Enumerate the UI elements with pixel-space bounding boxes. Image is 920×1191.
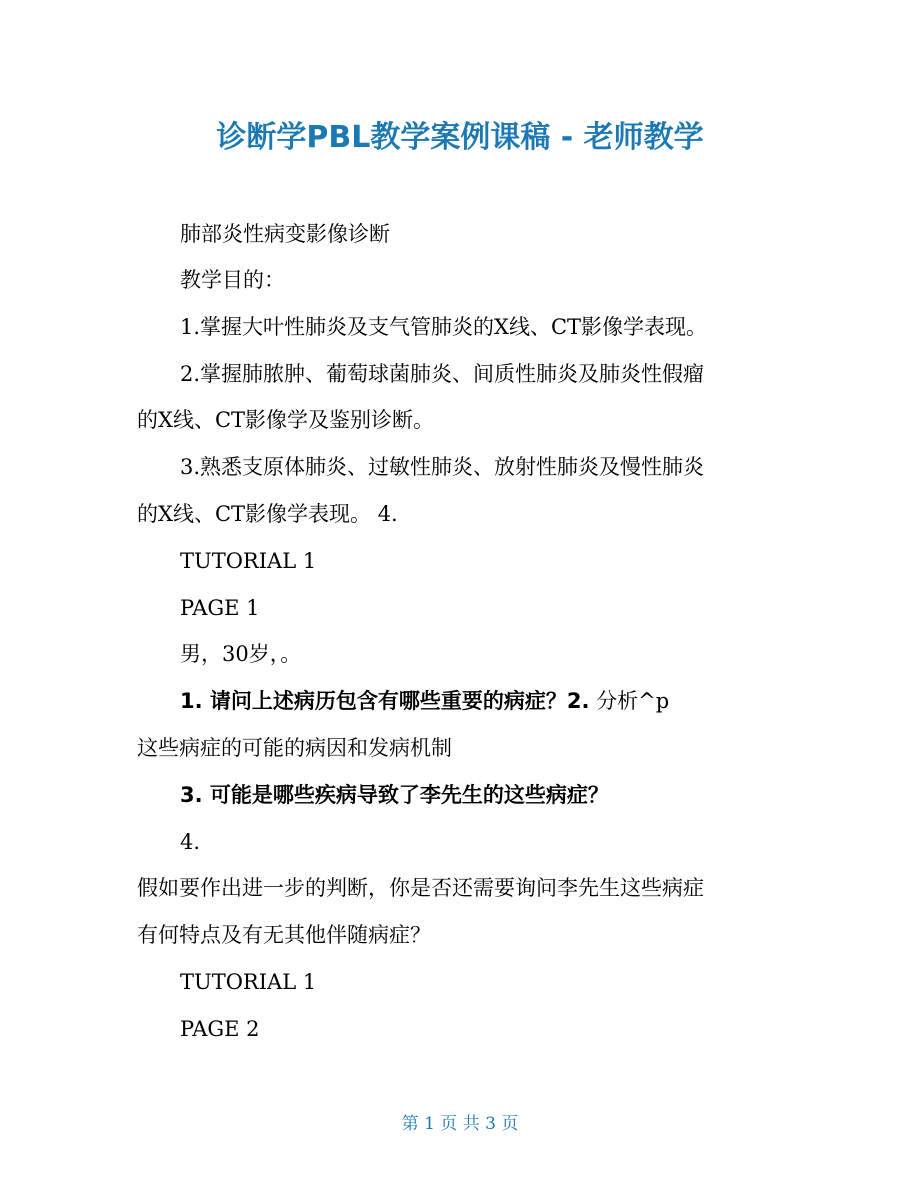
paragraph-question-4-line2: 有何特点及有无其他伴随病症？ [137,923,431,947]
paragraph-question-1 [137,685,830,717]
paragraph-question-4-number: 4. [180,830,201,854]
page-footer: 第 1 页 共 3 页 [401,1114,519,1134]
paragraph-topic: 肺部炎性病变影像诊断 [180,222,390,246]
paragraph-patient: 男，30岁，。 [180,642,302,666]
paragraph-question-3: 3. 可能是哪些疾病导致了李先生的这些病症？ [180,783,609,807]
paragraph-page-label-2: PAGE 2 [180,1017,260,1041]
question-1-bold-text: 1. 请问上述病历包含有哪些重要的病症？2. [180,689,590,713]
paragraph-objective-2-line2: 的X线、CT影像学及鉴别诊断。 [137,408,435,432]
paragraph-tutorial-label-2: TUTORIAL 1 [180,970,317,994]
paragraph-objective-3-line2: 的X线、CT影像学表现。 4. [137,502,398,526]
paragraph-question-4-line1: 假如要作出进一步的判断，你是否还需要询问李先生这些病症 [137,876,704,900]
paragraph-objective-3-line1: 3.熟悉支原体肺炎、过敏性肺炎、放射性肺炎及慢性肺炎 [180,455,705,479]
paragraph-objective-1: 1.掌握大叶性肺炎及支气管肺炎的X线、CT影像学表现。 [180,315,708,339]
paragraph-objectives-heading: 教学目的： [180,268,285,292]
paragraph-tutorial-label: TUTORIAL 1 [180,549,317,573]
paragraph-objective-2-line1: 2.掌握肺脓肿、葡萄球菌肺炎、间质性肺炎及肺炎性假瘤 [180,362,705,386]
paragraph-page-label: PAGE 1 [180,596,260,620]
document-title: 诊断学PBL教学案例课稿 - 老师教学 [216,120,704,155]
question-2-normal-text: 分析^p [589,689,670,713]
paragraph-question-2-line2: 这些病症的可能的病因和发病机制 [137,736,452,760]
